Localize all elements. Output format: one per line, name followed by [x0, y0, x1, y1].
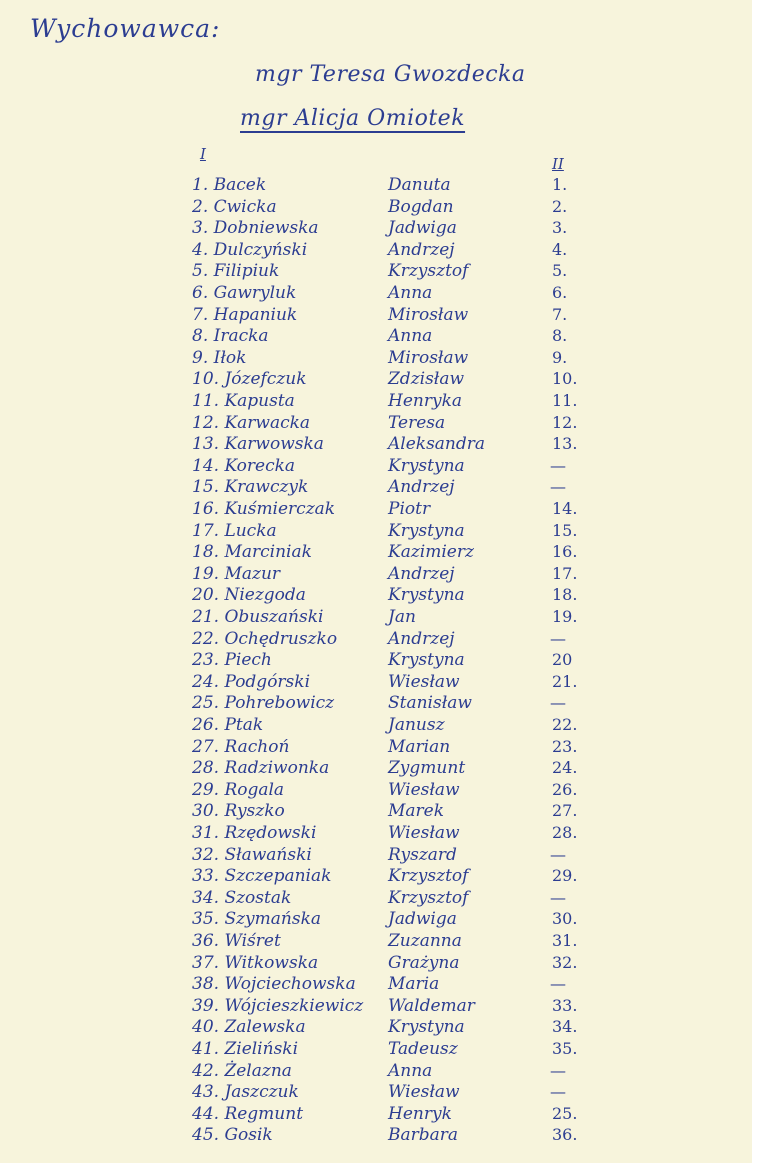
list-item [0, 217, 752, 239]
student-firstname: Krzysztof [388, 887, 469, 908]
student-number-2: 10. [552, 369, 578, 389]
list-item [0, 1038, 752, 1060]
student-surname: 19. Mazur [192, 563, 281, 584]
student-number-2: 6. [552, 283, 568, 302]
student-firstname: Mirosław [388, 304, 469, 325]
student-number-2: — [550, 477, 566, 497]
student-surname: 27. Rachoń [192, 736, 290, 757]
student-number-2: 11. [552, 391, 578, 410]
student-number-2: 19. [552, 607, 578, 626]
list-item [0, 887, 752, 909]
list-item [0, 995, 752, 1017]
list-item [0, 476, 752, 498]
list-item [0, 304, 752, 326]
student-firstname: Wiesław [388, 671, 460, 692]
student-number-2: 7. [552, 304, 568, 324]
student-surname: 41. Zieliński [192, 1039, 299, 1059]
student-firstname: Andrzej [388, 239, 455, 260]
student-surname: 1. Bacek [192, 175, 267, 195]
student-surname: 15. Krawczyk [192, 477, 309, 498]
list-item [0, 1060, 752, 1082]
student-number-2: 17. [552, 563, 578, 583]
list-item [0, 455, 752, 477]
student-number-2: 29. [552, 866, 578, 886]
heading: Wychowawca: [30, 14, 221, 43]
student-surname: 16. Kuśmierczak [192, 499, 336, 519]
student-number-2: 14. [552, 499, 578, 518]
student-surname: 33. Szczepaniak [192, 866, 332, 887]
student-surname: 28. Radziwonka [192, 758, 330, 779]
student-firstname: Jadwiga [388, 909, 457, 930]
student-firstname: Anna [388, 283, 433, 303]
student-number-2: 24. [552, 758, 578, 778]
list-item [0, 1124, 752, 1146]
student-firstname: Tadeusz [388, 1039, 458, 1059]
list-item [0, 671, 752, 693]
student-firstname: Henryk [388, 1103, 452, 1124]
column-header-2: II [552, 155, 564, 173]
student-number-2: — [550, 887, 566, 907]
student-firstname: Stanisław [388, 693, 472, 714]
student-firstname: Andrzej [388, 628, 455, 649]
student-number-2: 28. [552, 823, 578, 842]
student-firstname: Aleksandra [388, 434, 486, 455]
student-surname: 21. Obuszański [192, 607, 324, 627]
student-firstname: Krystyna [388, 585, 465, 606]
student-surname: 43. Jaszczuk [192, 1082, 299, 1103]
student-number-2: 1. [552, 175, 568, 194]
list-item [0, 282, 752, 304]
student-surname: 35. Szymańska [192, 909, 322, 930]
student-number-2: — [550, 844, 566, 864]
student-surname: 6. Gawryluk [192, 283, 297, 303]
teacher-name: mgr Alicja Omiotek [240, 106, 466, 131]
student-number-2: 32. [552, 952, 578, 972]
student-firstname: Krystyna [388, 520, 465, 541]
list-item [0, 692, 752, 714]
student-surname: 31. Rzędowski [192, 823, 317, 843]
student-firstname: Janusz [388, 715, 445, 735]
student-firstname: Teresa [388, 412, 446, 433]
student-firstname: Marian [388, 736, 451, 757]
student-number-2: 2. [552, 196, 568, 216]
student-number-2: 16. [552, 542, 578, 562]
student-number-2: 35. [552, 1039, 578, 1058]
list-item [0, 239, 752, 261]
list-item [0, 174, 752, 196]
list-item [0, 1081, 752, 1103]
student-firstname: Piotr [388, 499, 431, 519]
student-surname: 8. Iracka [192, 326, 269, 347]
student-firstname: Wiesław [388, 823, 460, 843]
student-number-2: 21. [552, 671, 578, 691]
list-item [0, 368, 752, 390]
student-number-2: 4. [552, 239, 568, 259]
student-firstname: Krystyna [388, 1017, 465, 1038]
student-firstname: Mirosław [388, 347, 469, 368]
list-item [0, 908, 752, 930]
student-firstname: Grażyna [388, 952, 460, 973]
student-surname: 29. Rogala [192, 779, 285, 800]
student-surname: 34. Szostak [192, 887, 292, 908]
student-surname: 42. Żelazna [192, 1060, 292, 1081]
student-number-2: — [550, 1060, 566, 1080]
student-firstname: Krystyna [388, 650, 465, 671]
student-number-2: 30. [552, 909, 578, 929]
student-number-2: 25. [552, 1103, 578, 1123]
student-number-2: — [550, 693, 566, 713]
student-surname: 30. Ryszko [192, 801, 285, 822]
student-firstname: Andrzej [388, 477, 455, 498]
student-surname: 7. Hapaniuk [192, 304, 298, 325]
student-surname: 26. Ptak [192, 715, 264, 735]
list-item [0, 196, 752, 218]
student-firstname: Wiesław [388, 1082, 460, 1103]
list-item [0, 390, 752, 412]
student-firstname: Zygmunt [388, 758, 466, 779]
student-surname: 10. Józefczuk [192, 369, 307, 390]
student-number-2: 22. [552, 715, 578, 734]
student-number-2: 20 [552, 650, 573, 670]
student-firstname: Waldemar [388, 995, 475, 1016]
student-firstname: Anna [388, 326, 433, 347]
student-number-2: 34. [552, 1017, 578, 1037]
list-item [0, 347, 752, 369]
student-firstname: Maria [388, 974, 440, 995]
student-number-2: 8. [552, 326, 568, 346]
student-firstname: Zuzanna [388, 931, 462, 951]
student-firstname: Kazimierz [388, 542, 474, 563]
list-item [0, 325, 752, 347]
student-surname: 12. Karwacka [192, 412, 311, 433]
student-number-2: — [550, 974, 566, 994]
student-firstname: Anna [388, 1060, 433, 1081]
student-firstname: Barbara [388, 1125, 459, 1146]
list-item [0, 433, 752, 455]
student-firstname: Marek [388, 801, 445, 822]
student-firstname: Andrzej [388, 563, 455, 584]
student-number-2: 26. [552, 779, 578, 799]
student-surname: 40. Zalewska [192, 1017, 306, 1038]
list-item [0, 606, 752, 628]
list-item [0, 498, 752, 520]
list-item [0, 757, 752, 779]
student-surname: 13. Karwowska [192, 434, 324, 455]
list-item [0, 952, 752, 974]
student-surname: 4. Dulczyński [192, 239, 308, 260]
list-item [0, 520, 752, 542]
student-surname: 39. Wójcieszkiewicz [192, 995, 364, 1016]
list-item [0, 1016, 752, 1038]
student-number-2: — [550, 628, 566, 648]
student-surname: 9. Iłok [192, 347, 247, 368]
student-number-2: 15. [552, 520, 578, 540]
student-number-2: 5. [552, 261, 568, 281]
list-item [0, 973, 752, 995]
student-number-2: 13. [552, 434, 578, 454]
student-firstname: Krzysztof [388, 261, 469, 282]
student-firstname: Krystyna [388, 455, 465, 476]
student-firstname: Jadwiga [388, 218, 457, 239]
student-surname: 38. Wojciechowska [192, 974, 356, 995]
student-firstname: Danuta [388, 175, 451, 195]
column-header-1: I [200, 145, 206, 163]
student-surname: 22. Ochędruszko [192, 628, 338, 649]
teacher-name: mgr Teresa Gwozdecka [255, 62, 526, 87]
student-surname: 3. Dobniewska [192, 218, 319, 239]
student-number-2: 33. [552, 995, 578, 1015]
list-item [0, 736, 752, 758]
student-surname: 11. Kapusta [192, 391, 295, 411]
student-firstname: Krzysztof [388, 866, 469, 887]
student-number-2: 3. [552, 218, 568, 238]
student-surname: 24. Podgórski [192, 671, 311, 692]
student-surname: 32. Sławański [192, 844, 312, 865]
list-item [0, 844, 752, 866]
list-item [0, 260, 752, 282]
student-surname: 44. Regmunt [192, 1103, 304, 1124]
student-surname: 20. Niezgoda [192, 585, 306, 606]
student-firstname: Henryka [388, 391, 463, 411]
student-number-2: 18. [552, 585, 578, 605]
student-surname: 18. Marciniak [192, 542, 312, 563]
list-item [0, 563, 752, 585]
student-surname: 17. Lucka [192, 520, 277, 541]
student-firstname: Jan [388, 607, 416, 627]
list-item [0, 822, 752, 844]
student-firstname: Bogdan [388, 196, 454, 217]
list-item [0, 412, 752, 434]
list-item [0, 865, 752, 887]
student-number-2: — [550, 1082, 566, 1102]
student-surname: 25. Pohrebowicz [192, 693, 335, 714]
student-surname: 14. Korecka [192, 455, 296, 476]
list-item [0, 779, 752, 801]
student-number-2: 31. [552, 931, 578, 950]
student-firstname: Wiesław [388, 779, 460, 800]
student-number-2: 27. [552, 801, 578, 821]
list-item [0, 649, 752, 671]
student-firstname: Zdzisław [388, 369, 465, 390]
student-surname: 36. Wiśret [192, 931, 281, 951]
student-number-2: 9. [552, 347, 568, 367]
student-surname: 5. Filipiuk [192, 261, 280, 282]
student-number-2: 23. [552, 736, 578, 756]
student-surname: 37. Witkowska [192, 952, 319, 973]
student-firstname: Ryszard [388, 844, 457, 865]
list-item [0, 584, 752, 606]
student-number-2: 12. [552, 412, 578, 432]
student-number-2: 36. [552, 1125, 578, 1145]
student-surname: 23. Piech [192, 650, 272, 671]
student-surname: 45. Gosik [192, 1125, 273, 1146]
list-item [0, 541, 752, 563]
list-item [0, 930, 752, 952]
list-item [0, 714, 752, 736]
list-item [0, 1103, 752, 1125]
list-item [0, 800, 752, 822]
student-number-2: — [550, 455, 566, 475]
list-item [0, 628, 752, 650]
student-surname: 2. Cwicka [192, 196, 277, 217]
